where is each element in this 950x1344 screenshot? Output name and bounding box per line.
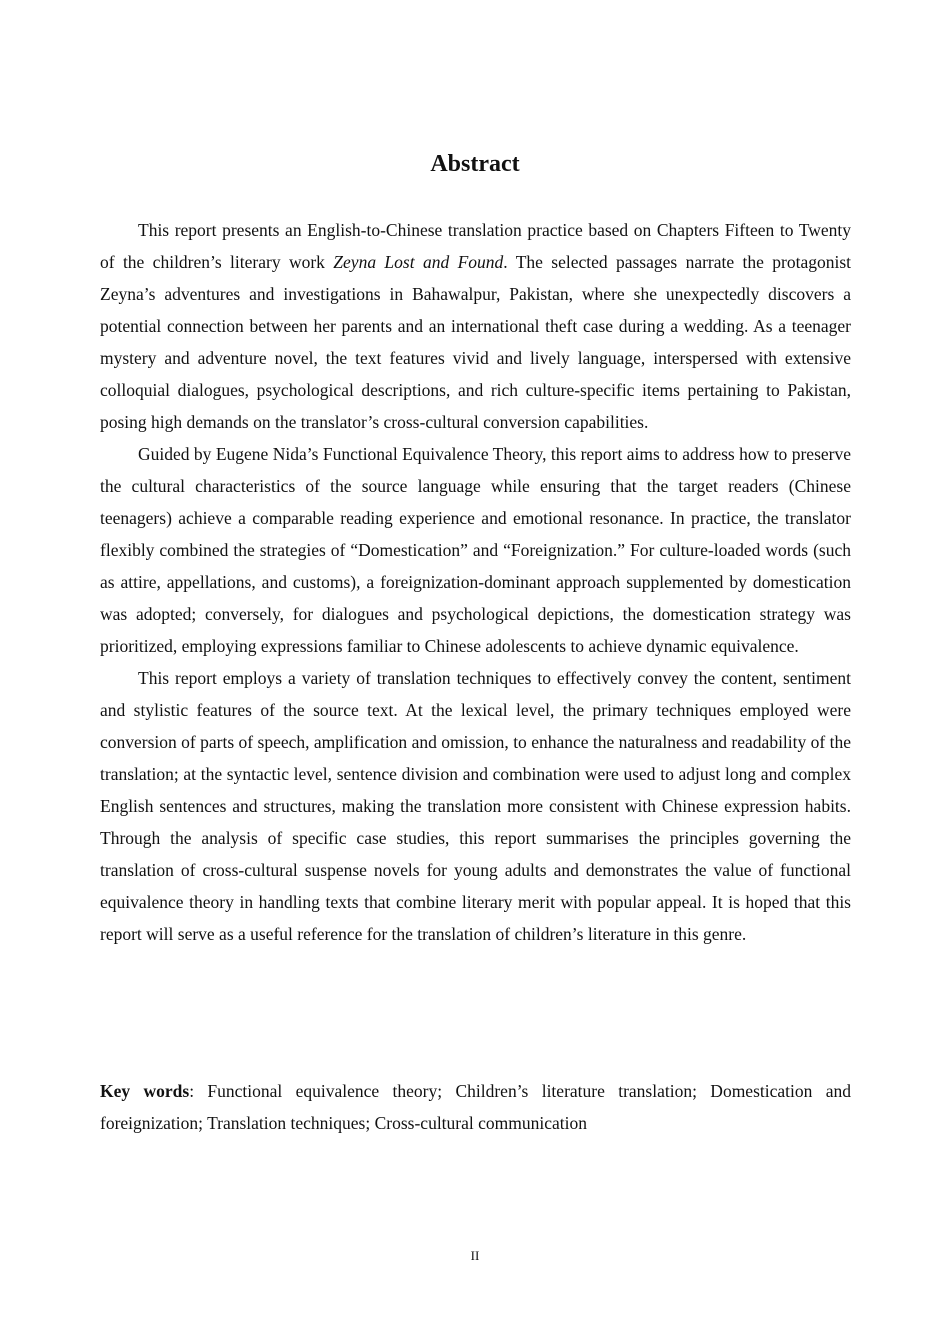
book-title: Zeyna Lost and Found (333, 252, 504, 272)
page-number: II (470, 1248, 480, 1263)
paragraph-text: . The selected passages narrate the protagonist Zeyna’s adventures and investigations in Bahawalpur, Pakistan, where she unexpectedly discovers a potential connection between her parents and an international theft case during a wedding. As a teenager mystery and adventure novel, the text features vivid and lively language, interspersed with extensive colloquial dialogues, psychological descriptions, and rich culture-specific items pertaining to Pakistan, posing high demands on the translator’s cross-cultural conversion capabilities. (100, 252, 851, 432)
abstract-body (100, 214, 851, 950)
page-title: Abstract (430, 151, 520, 177)
keywords-label: Key words (100, 1081, 190, 1101)
keywords (100, 1075, 851, 1139)
abstract-paragraph-2: Guided by Eugene Nida’s Functional Equivalence Theory, this report aims to address how to preserve the cultural characteristics of the source language while ensuring that the target readers (Chinese teenagers) achieve a comparable reading experience and emotional resonance. In practice, the translator flexibly combined the strategies of “Domestication” and “Foreignization.” For culture-loaded words (such as attire, appellations, and customs), a foreignization-dominant approach supplemented by domestication was adopted; conversely, for dialogues and psychological depictions, the domestication strategy was prioritized, employing expressions familiar to Chinese adolescents to achieve dynamic equivalence. (100, 444, 851, 656)
keywords-separator: : (189, 1081, 208, 1101)
abstract-paragraph-1 (100, 214, 851, 438)
paragraph-text: This report presents an English-to-Chinese translation practice based on Chapters Fifteen to Twenty of the children’s literary work (100, 220, 851, 272)
abstract-paragraph-3: This report employs a variety of translation techniques to effectively convey the content, sentiment and stylistic features of the source text. At the lexical level, the primary techniques employed were conversion of parts of speech, amplification and omission, to enhance the naturalness and readability of the translation; at the syntactic level, sentence division and combination were used to adjust long and complex English sentences and structures, making the translation more consistent with Chinese expression habits. Through the analysis of specific case studies, this report summarises the principles governing the translation of cross-cultural suspense novels for young adults and demonstrates the value of functional equivalence theory in handling texts that combine literary merit with popular appeal. It is hoped that this report will serve as a useful reference for the translation of children’s literature in this genre. (100, 668, 851, 944)
keywords-text: Functional equivalence theory; Children’s literature translation; Domestication and foreignization; Translation techniques; Cross-cultural communication (100, 1081, 851, 1133)
